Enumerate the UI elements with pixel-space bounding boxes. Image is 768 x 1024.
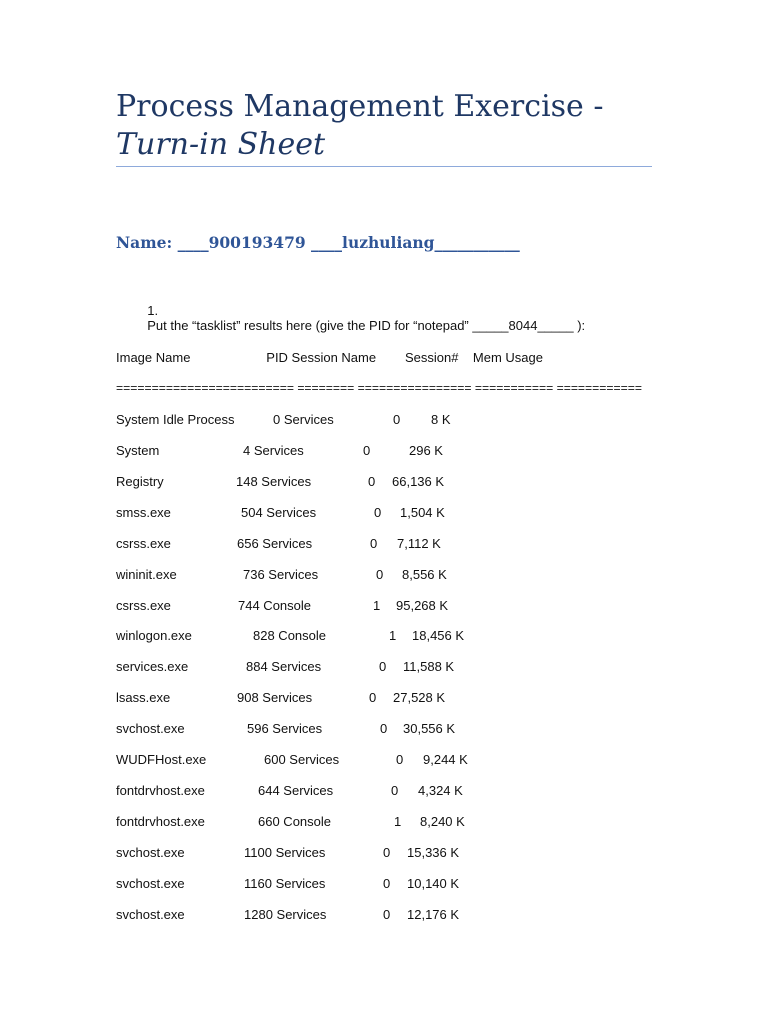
- process-name: wininit.exe: [116, 567, 177, 582]
- process-session-number: 0: [374, 505, 382, 520]
- process-session-number: 0: [379, 659, 387, 674]
- table-separator: ========================= ======== ================ =========== ============: [116, 381, 642, 395]
- process-name: fontdrvhost.exe: [116, 814, 205, 829]
- process-session-number: 0: [370, 536, 378, 551]
- page-title: [116, 88, 604, 164]
- process-name: svchost.exe: [116, 845, 185, 860]
- process-session-number: 0: [393, 412, 401, 427]
- process-session-number: 1: [389, 628, 397, 643]
- question-number: 1.: [147, 303, 159, 318]
- process-session-number: 0: [383, 876, 391, 891]
- process-pid-session: 656 Services: [237, 536, 313, 551]
- title-subtitle: Turn-in Sheet: [116, 127, 326, 162]
- process-mem-usage: 7,112 K: [397, 536, 441, 551]
- process-name: csrss.exe: [116, 536, 171, 551]
- process-mem-usage: 18,456 K: [412, 628, 465, 643]
- process-mem-usage: 66,136 K: [392, 474, 445, 489]
- process-session-number: 0: [369, 690, 377, 705]
- process-session-number: 0: [376, 567, 384, 582]
- process-mem-usage: 296 K: [409, 443, 443, 458]
- process-name: svchost.exe: [116, 876, 185, 891]
- process-name: svchost.exe: [116, 721, 185, 736]
- process-mem-usage: 11,588 K: [403, 659, 455, 674]
- process-pid-session: 4 Services: [243, 443, 304, 458]
- process-pid-session: 1160 Services: [244, 876, 326, 891]
- question-1: [140, 288, 585, 333]
- process-name: services.exe: [116, 659, 189, 674]
- process-pid-session: 1280 Services: [244, 907, 327, 922]
- title-divider: [116, 166, 652, 167]
- process-pid-session: 736 Services: [243, 567, 319, 582]
- process-mem-usage: 30,556 K: [403, 721, 456, 736]
- process-mem-usage: 4,324 K: [418, 783, 463, 798]
- process-pid-session: 828 Console: [253, 628, 326, 643]
- process-session-number: 0: [363, 443, 371, 458]
- process-session-number: 0: [391, 783, 399, 798]
- process-mem-usage: 9,244 K: [423, 752, 468, 767]
- process-mem-usage: 1,504 K: [400, 505, 445, 520]
- process-mem-usage: 12,176 K: [407, 907, 460, 922]
- process-name: System: [116, 443, 160, 458]
- process-name: fontdrvhost.exe: [116, 783, 205, 798]
- process-session-number: 1: [394, 814, 402, 829]
- process-session-number: 0: [383, 845, 391, 860]
- process-pid-session: 884 Services: [246, 659, 322, 674]
- process-pid-session: 644 Services: [258, 783, 334, 798]
- process-mem-usage: 8,240 K: [420, 814, 465, 829]
- process-session-number: 0: [396, 752, 404, 767]
- process-pid-session: 1100 Services: [244, 845, 326, 860]
- title-main: Process Management Exercise -: [116, 89, 604, 124]
- process-pid-session: 0 Services: [273, 412, 334, 427]
- process-pid-session: 908 Services: [237, 690, 313, 705]
- process-mem-usage: 8,556 K: [402, 567, 447, 582]
- process-mem-usage: 15,336 K: [407, 845, 460, 860]
- process-name: Registry: [116, 474, 164, 489]
- process-pid-session: 504 Services: [241, 505, 317, 520]
- process-name: lsass.exe: [116, 690, 171, 705]
- process-name: WUDFHost.exe: [116, 752, 207, 767]
- process-pid-session: 596 Services: [247, 721, 323, 736]
- process-session-number: 1: [373, 598, 381, 613]
- table-header: Image Name PID Session Name Session# Mem Usage: [116, 350, 543, 365]
- process-pid-session: 600 Services: [264, 752, 340, 767]
- process-pid-session: 660 Console: [258, 814, 331, 829]
- process-pid-session: 148 Services: [236, 474, 312, 489]
- process-mem-usage: 8 K: [431, 412, 451, 427]
- process-name: winlogon.exe: [116, 628, 192, 643]
- process-name: System Idle Process: [116, 412, 235, 427]
- process-pid-session: 744 Console: [238, 598, 311, 613]
- process-mem-usage: 10,140 K: [407, 876, 460, 891]
- question-text: Put the “tasklist” results here (give the PID for “notepad” _____8044_____ ):: [147, 318, 586, 333]
- student-name-line: Name: ____900193479 ____luzhuliang___________: [116, 233, 520, 252]
- process-name: svchost.exe: [116, 907, 185, 922]
- process-name: smss.exe: [116, 505, 171, 520]
- process-mem-usage: 95,268 K: [396, 598, 449, 613]
- process-session-number: 0: [383, 907, 391, 922]
- process-mem-usage: 27,528 K: [393, 690, 446, 705]
- process-session-number: 0: [380, 721, 388, 736]
- process-session-number: 0: [368, 474, 376, 489]
- process-name: csrss.exe: [116, 598, 171, 613]
